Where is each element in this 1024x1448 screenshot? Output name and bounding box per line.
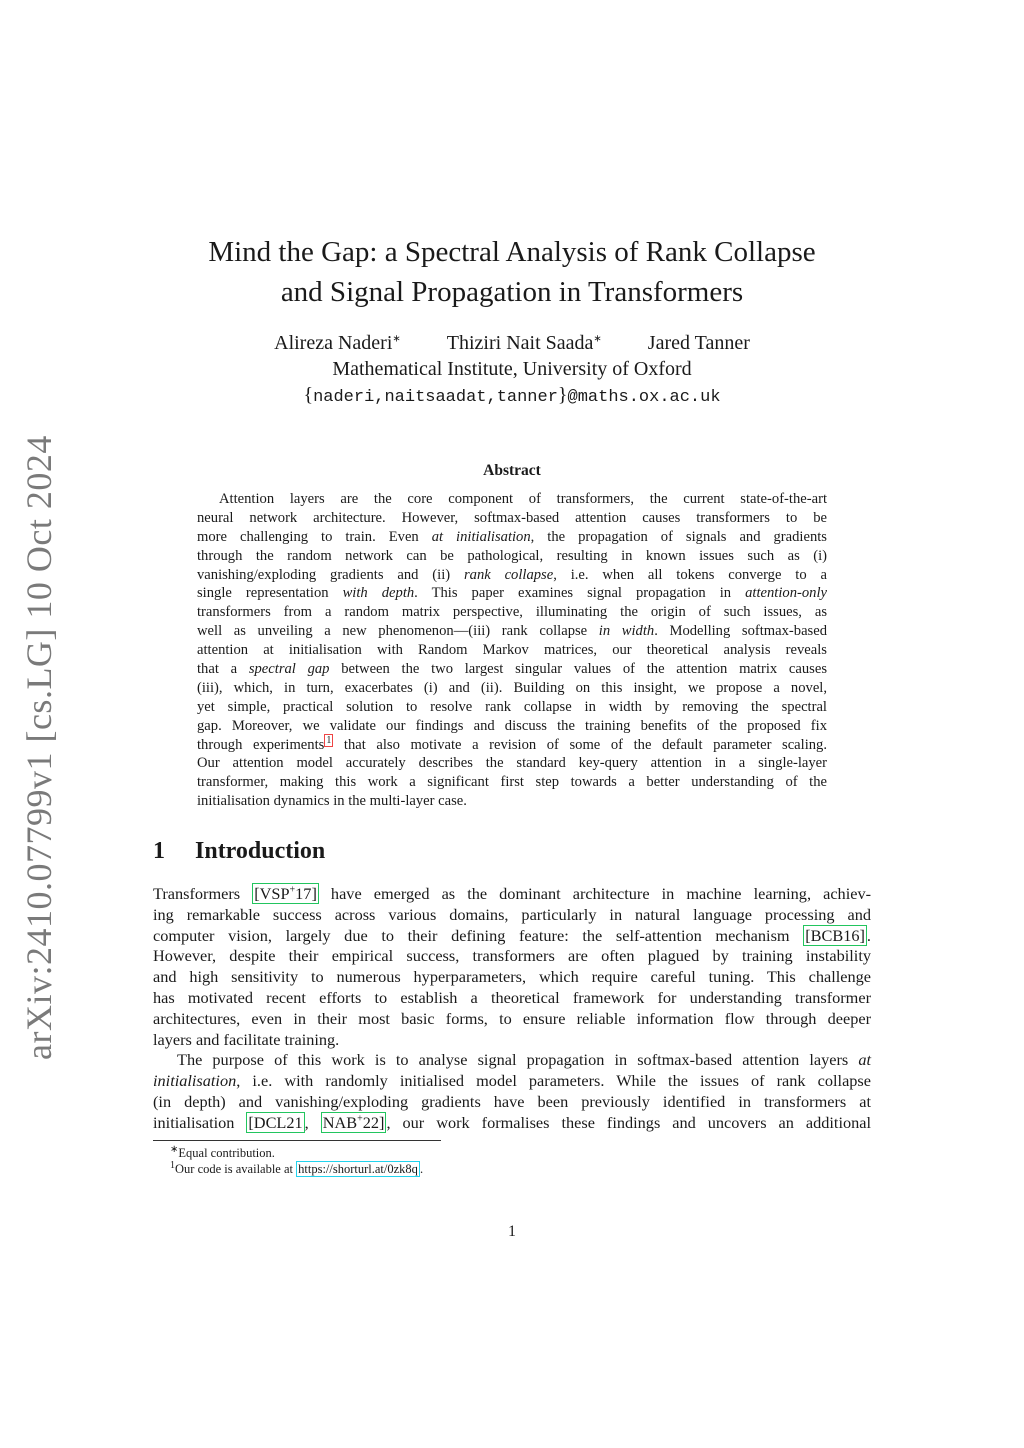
title-line-2: and Signal Propagation in Transformers (280, 276, 744, 308)
body-line: has motivated recent efforts to establish a theoretical framework for understanding transformer (153, 987, 871, 1007)
body-line: (in depth) and vanishing/exploding gradients have been previously identified in transformers at (153, 1091, 871, 1111)
body-line: layers and facilitate training. (153, 1029, 340, 1049)
footnote-code-availability: $^1$Our code is available at https://shorturl.at/0zk8q . (170, 1159, 424, 1176)
body-line: computer vision, largely due to their defining feature: the self-attention mechanism [BCB16] . (153, 925, 871, 945)
body-line: Transformers [VSP+17] have emerged as the dominant architecture in machine learning, achiev- (153, 884, 872, 903)
abstract-line: attention at initialisation with Random Markov matrices, our theoretical analysis reveals (197, 642, 827, 659)
author: Thiziri Nait Saada∗ (446, 332, 602, 354)
footnotes (170, 1145, 423, 1177)
author-emails: {naderi,naitsaadat,tanner}@maths.ox.ac.uk (303, 384, 721, 407)
author-list (150, 330, 874, 356)
author: Jared Tanner (647, 332, 750, 354)
abstract-line: single representation with depth. This paper examines signal propagation in attention-only (197, 585, 827, 602)
page-number: 1 (508, 1223, 516, 1240)
body-line: initialisation, i.e. with randomly initialised model parameters. While the issues of rank collapse (153, 1071, 871, 1091)
footnote-link-1[interactable]: 1 (326, 734, 332, 746)
code-url-link[interactable]: https://shorturl.at/0zk8q (298, 1162, 418, 1176)
body-line: initialisation [DCL21 , NAB+22] , our work formalises these findings and uncovers an additional (153, 1112, 872, 1132)
author-block (150, 330, 874, 411)
abstract-line: transformers from a random matrix perspective, illuminating the origin of such issues, as (197, 604, 827, 621)
section-heading-introduction: 1 Introduction (153, 838, 326, 864)
body-line: architectures, even in their most basic forms, to ensure reliable information flow through deeper (153, 1008, 871, 1028)
abstract-line: vanishing/exploding gradients and (ii) rank collapse, i.e. when all tokens converge to a (197, 566, 827, 583)
abstract-line: yet simple, practical solution to resolve rank collapse in width by removing the spectral (197, 698, 827, 715)
body-line: and high sensitivity to numerous hyperparameters, which require careful tuning. This challenge (153, 967, 871, 987)
abstract-line: neural network architecture. However, softmax-based attention causes transformers to be (197, 509, 827, 526)
author: Alireza Naderi∗ (274, 332, 401, 354)
body-line: ing remarkable success across various domains, particularly in natural language processing and (153, 904, 871, 924)
abstract-line: that a spectral gap between the two largest singular values of the attention matrix causes (197, 661, 827, 678)
abstract-heading: Abstract (483, 462, 541, 479)
body-line: The purpose of this work is to analyse signal propagation in softmax-based attention layers at (177, 1050, 871, 1070)
arxiv-identifier-stamp: arXiv:2410.07799v1 [cs.LG] 10 Oct 2024 (19, 435, 59, 1060)
citation-link[interactable]: NAB+22] (322, 1112, 385, 1132)
abstract-line: through the random network can be pathological, resulting in known issues such as (i) (197, 547, 827, 564)
citation-link[interactable]: [VSP+17] (254, 884, 317, 903)
body-line: However, despite their empirical success, transformers are often plagued by training instability (153, 946, 871, 966)
abstract-body (197, 490, 827, 811)
affiliation: Mathematical Institute, University of Oxford (332, 358, 692, 380)
paper-title (150, 232, 874, 312)
title-line-1: Mind the Gap: a Spectral Analysis of Rank Collapse (208, 236, 816, 268)
abstract-line: Attention layers are the core component of transformers, the current state-of-the-art (219, 491, 827, 507)
abstract-line: more challenging to train. Even at initialisation, the propagation of signals and gradients (197, 528, 827, 545)
footnote-equal-contribution: ∗Equal contribution. (170, 1143, 275, 1160)
abstract-line: well as unveiling a new phenomenon—(iii) rank collapse in width. Modelling softmax-based (197, 623, 828, 640)
abstract-line: initialisation dynamics in the multi-layer case. (197, 793, 467, 810)
introduction-body (153, 884, 871, 1134)
abstract-line: transformer, making this work a significant first step towards a better understanding of the (197, 774, 827, 791)
abstract-line: (iii), which, in turn, exacerbates (i) and (ii). Building on this insight, we propose a novel, (197, 679, 827, 696)
abstract-line: gap. Moreover, we validate our findings and discuss the training benefits of the proposed fix (197, 717, 827, 734)
abstract-line: through experiments $^1$ that also motivate a revision of some of the default parameter scaling. (197, 734, 828, 753)
citation-link[interactable]: [DCL21 (248, 1112, 303, 1132)
abstract-line: Our attention model accurately describes the standard key-query attention in a single-layer (197, 755, 827, 772)
citation-link[interactable]: [BCB16] (805, 925, 865, 945)
footnote-divider (153, 1140, 441, 1141)
